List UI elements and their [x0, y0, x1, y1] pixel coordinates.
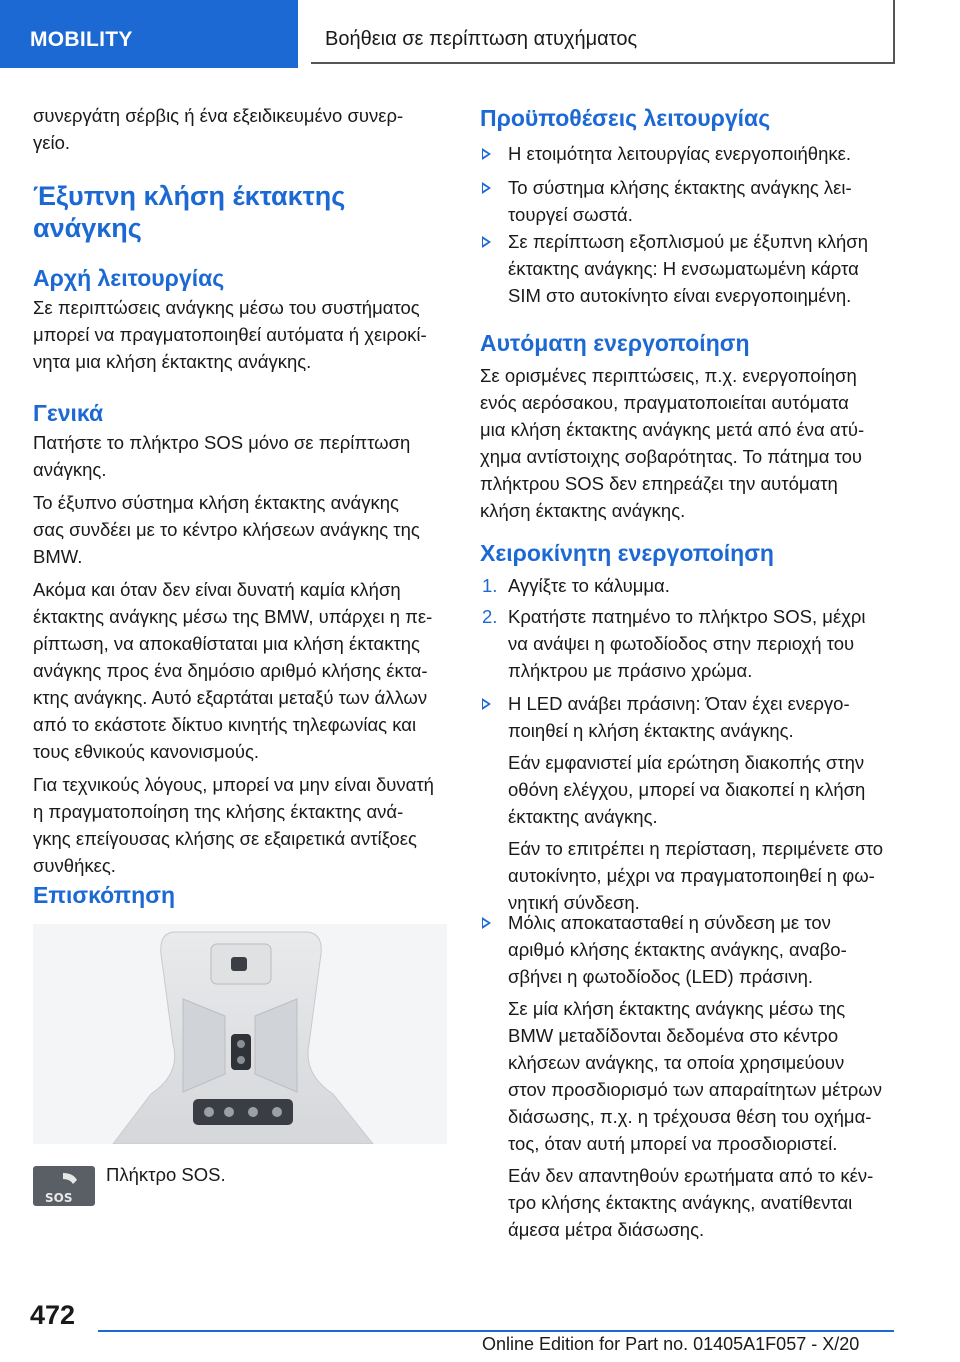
bullet-triangle-icon: [482, 182, 491, 194]
auto-line: κλήση έκτακτης ανάγκης.: [480, 500, 686, 521]
general-line: ανάγκης προς ένα δημόσιο αριθμό κλήσης έκτα-: [33, 660, 428, 681]
section-tab: [0, 0, 298, 68]
general-line: ανάγκης.: [33, 459, 107, 480]
conn-line: κλήσεων ανάγκης, τα οποία χρησιμεύουν: [508, 1052, 845, 1073]
step-line: Αγγίξτε το κάλυμμα.: [508, 575, 670, 596]
auto-line: χημα αντίστοιχης σοβαρότητας. Το πάτημα του: [480, 446, 863, 467]
prereq-line: έκτακτης ανάγκης: Η ενσωματωμένη κάρτα: [508, 258, 859, 279]
general-line: συνθήκες.: [33, 855, 116, 876]
page-number: 472: [30, 1300, 76, 1330]
prereq-line: Η ετοιμότητα λειτουργίας ενεργοποιήθηκε.: [508, 143, 851, 164]
conn-line: τρο κλήσης έκτακτης ανάγκης, ανατίθενται: [508, 1192, 853, 1213]
principle-line: Σε περιπτώσεις ανάγκης μέσω του συστήματος: [33, 297, 420, 318]
general-line: Το έξυπνο σύστημα κλήση έκτακτης ανάγκης: [33, 492, 399, 513]
auto-heading: Αυτόματη ενεργοποίηση: [480, 330, 750, 356]
auto-line: πλήκτρου SOS δεν επηρεάζει την αυτόματη: [480, 473, 838, 494]
page-title-line-1: Έξυπνη κλήση έκτακτης: [33, 181, 346, 211]
step-line: να ανάψει η φωτοδίοδος στην περιοχή του: [508, 633, 855, 654]
general-line: τους εθνικούς κανονισμούς.: [33, 741, 260, 762]
overview-heading: Επισκόπηση: [33, 882, 175, 908]
auto-line: ενός αερόσακου, πραγματοποιείται αυτόματα: [480, 392, 849, 413]
bullet-triangle-icon: [482, 236, 491, 248]
conn-line: Μόλις αποκατασταθεί η σύνδεση με τον: [508, 912, 831, 933]
intro-line-1: συνεργάτη σέρβις ή ένα εξειδικευμένο συνερ-: [33, 105, 404, 126]
edition-text: Online Edition for Part no. 01405A1F057 - X/20: [482, 1334, 860, 1354]
general-line: έκτακτης ανάγκης μέσω της BMW, υπάρχει η πε-: [33, 606, 433, 627]
conn-line: διάσωσης, π.χ. η τρέχουσα θέση του οχήμα-: [508, 1106, 872, 1127]
conn-line: τος, όταν αυτή μπορεί να προσδιοριστεί.: [508, 1133, 838, 1154]
general-line: σας συνδέει με το κέντρο κλήσεων ανάγκης της: [33, 519, 420, 540]
conn-line: στον προσδιορισμό των απαραίτητων μέτρων: [508, 1079, 882, 1100]
general-line: Για τεχνικούς λόγους, μπορεί να μην είναι δυνατή: [33, 774, 434, 795]
general-heading: Γενικά: [33, 400, 104, 426]
sos-icon-label: SOS: [45, 1191, 73, 1205]
led-line: νητική σύνδεση.: [508, 892, 640, 913]
general-line: από το εκάστοτε δίκτυο κινητής τηλεφωνίας και: [33, 714, 417, 735]
auto-line: Σε ορισμένες περιπτώσεις, π.χ. ενεργοποίηση: [480, 365, 857, 386]
general-line: η πραγματοποίηση της κλήσης έκτακτης ανά-: [33, 801, 404, 822]
manual-heading: Χειροκίνητη ενεργοποίηση: [480, 540, 774, 566]
step-number: 1.: [482, 575, 498, 596]
conn-line: BMW μεταδίδονται δεδομένα στο κέντρο: [508, 1025, 839, 1046]
section-title: MOBILITY: [30, 28, 133, 51]
bullet-triangle-icon: [482, 917, 491, 929]
led-line: Η LED ανάβει πράσινη: Όταν έχει ενεργο-: [508, 693, 850, 714]
bullet-triangle-icon: [482, 148, 491, 160]
conn-line: σβήνει η φωτοδίοδος (LED) πράσινη.: [508, 966, 814, 987]
bullet-triangle-icon: [482, 698, 491, 710]
prereq-line: τουργεί σωστά.: [508, 204, 633, 225]
sos-caption: Πλήκτρο SOS.: [106, 1164, 226, 1185]
principle-line: νητα μια κλήση έκτακτης ανάγκης.: [33, 351, 312, 372]
conn-line: αριθμό κλήσης έκτακτης ανάγκης, αναβο-: [508, 939, 847, 960]
footer-divider: [98, 1330, 894, 1332]
led-line: οθόνη ελέγχου, μπορεί να διακοπεί η κλήση: [508, 779, 866, 800]
general-line: ρίπτωση, να αποκαθίσταται μια κλήση έκτακτης: [33, 633, 420, 654]
led-line: έκτακτης ανάγκης.: [508, 806, 658, 827]
led-line: Εάν το επιτρέπει η περίσταση, περιμένετε στο: [508, 838, 884, 859]
conn-line: Εάν δεν απαντηθούν ερωτήματα από το κέν-: [508, 1165, 874, 1186]
step-number: 2.: [482, 606, 498, 627]
general-line: BMW.: [33, 546, 83, 567]
page-title-line-2: ανάγκης: [33, 213, 142, 243]
led-line: ποιηθεί η κλήση έκτακτης ανάγκης.: [508, 720, 794, 741]
auto-line: μια κλήση έκτακτης ανάγκης μετά από ένα ατύ-: [480, 419, 865, 440]
principle-line: μπορεί να πραγματοποιηθεί αυτόματα ή χειροκί-: [33, 324, 427, 345]
prereq-line: Το σύστημα κλήσης έκτακτης ανάγκης λει-: [508, 177, 852, 198]
sos-button-icon: [33, 1166, 95, 1206]
prereq-line: SIM στο αυτοκίνητο είναι ενεργοποιημένη.: [508, 285, 852, 306]
general-line: γκης επείγουσας κλήσης σε εξαιρετικά αντίξοες: [33, 828, 417, 849]
prereq-heading: Προϋποθέσεις λειτουργίας: [480, 105, 771, 131]
general-line: Ακόμα και όταν δεν είναι δυνατή καμία κλήση: [33, 579, 401, 600]
led-line: Εάν εμφανιστεί μία ερώτηση διακοπής στην: [508, 752, 865, 773]
chapter-box: [311, 0, 895, 64]
principle-heading: Αρχή λειτουργίας: [33, 265, 225, 291]
led-line: αυτοκίνητο, μέχρι να πραγματοποιηθεί η φω-: [508, 865, 875, 886]
general-line: Πατήστε το πλήκτρο SOS μόνο σε περίπτωση: [33, 432, 411, 453]
conn-line: άμεσα μέτρα διάσωσης.: [508, 1219, 705, 1240]
general-line: κτης ανάγκης. Αυτό εξαρτάται μεταξύ των άλλων: [33, 687, 428, 708]
step-line: πλήκτρου με πράσινο χρώμα.: [508, 660, 753, 681]
overhead-console-image: [33, 924, 447, 1144]
conn-line: Σε μία κλήση έκτακτης ανάγκης μέσω της: [508, 998, 846, 1019]
chapter-title: Βοήθεια σε περίπτωση ατυχήματος: [325, 28, 638, 50]
prereq-line: Σε περίπτωση εξοπλισμού με έξυπνη κλήση: [508, 231, 869, 252]
step-line: Κρατήστε πατημένο το πλήκτρο SOS, μέχρι: [508, 606, 866, 627]
intro-line-2: γείο.: [33, 132, 71, 153]
